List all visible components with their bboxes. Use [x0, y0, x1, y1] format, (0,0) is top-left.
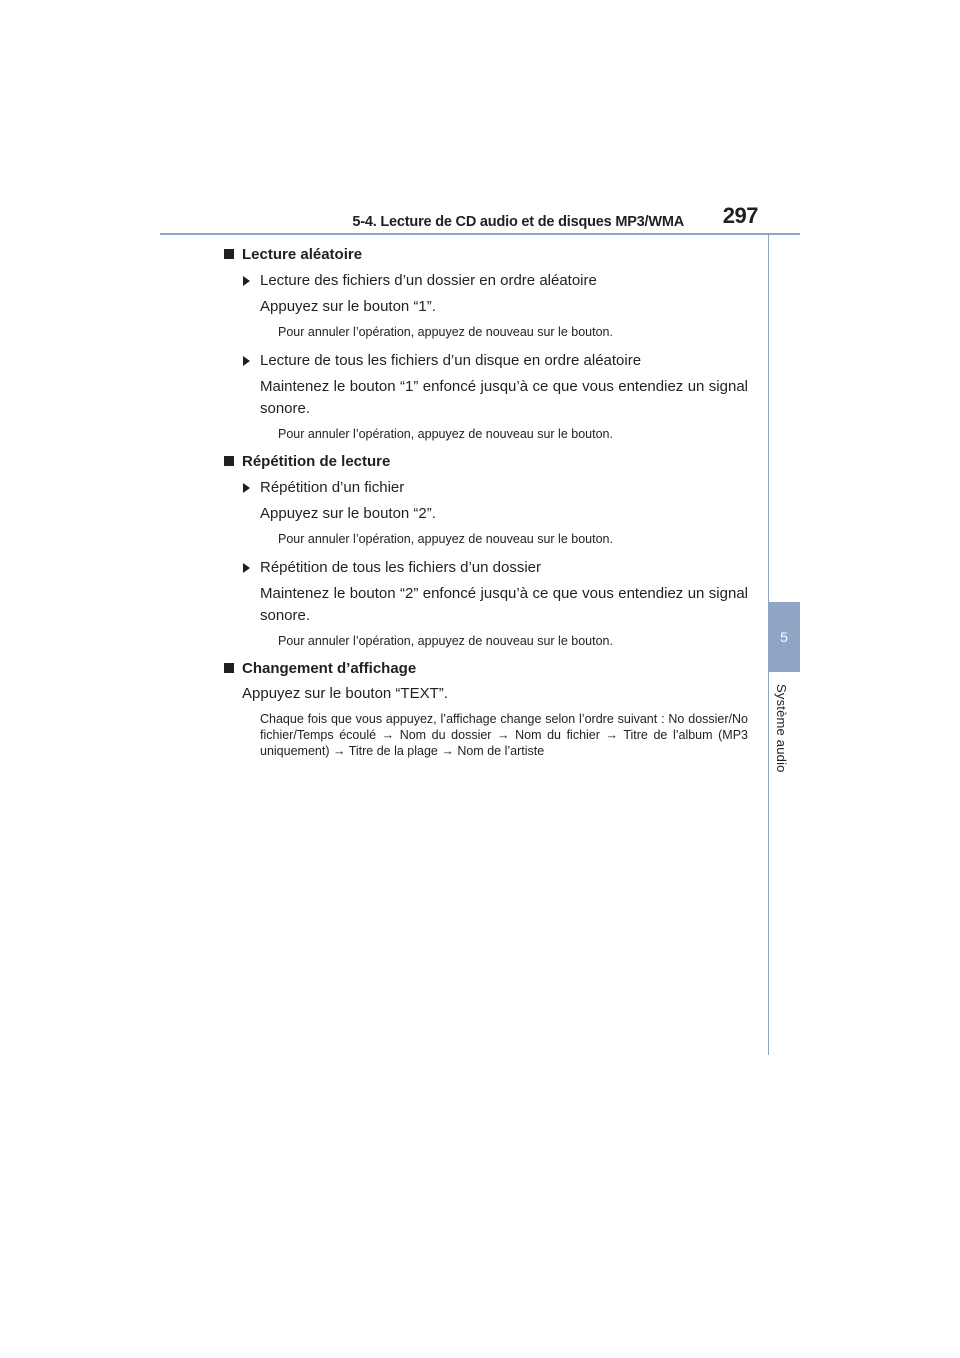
page-number: 297 [722, 203, 758, 228]
random-item1-body: Appuyez sur le bouton “1”. [260, 298, 436, 315]
random-item2-note: Pour annuler l’opération, appuyez de nouveau sur le bouton. [278, 427, 613, 441]
chapter-tab: 5 [768, 602, 800, 672]
repeat-item2-note: Pour annuler l’opération, appuyez de nouveau sur le bouton. [278, 634, 613, 648]
triangle-bullet-icon [243, 563, 250, 573]
chapter-label: Système audio [774, 684, 789, 773]
random-item2-body: Maintenez le bouton “1” enfoncé jusqu’à ce que vous entendiez un signal sonore. [260, 378, 748, 417]
page-content [224, 242, 748, 766]
square-bullet-icon [224, 456, 234, 466]
page-header [160, 203, 800, 235]
item-title: Répétition de tous les fichiers d’un dossier [260, 559, 541, 576]
section-repeat-heading [224, 449, 748, 474]
random-item1-heading [224, 267, 748, 294]
repeat-item2-heading [224, 554, 748, 581]
triangle-bullet-icon [243, 276, 250, 286]
repeat-item1-body: Appuyez sur le bouton “2”. [260, 505, 436, 522]
display-body: Appuyez sur le bouton “TEXT”. [242, 685, 448, 702]
section-title: Lecture aléatoire [242, 246, 363, 263]
item-title: Lecture de tous les fichiers d’un disque en ordre aléatoire [260, 352, 642, 369]
triangle-bullet-icon [243, 483, 250, 493]
triangle-bullet-icon [243, 356, 250, 366]
section-title: Changement d’affichage [242, 660, 417, 677]
item-title: Lecture des fichiers d’un dossier en ordre aléatoire [260, 272, 597, 289]
repeat-item1-heading [224, 474, 748, 501]
repeat-item2-body: Maintenez le bouton “2” enfoncé jusqu’à ce que vous entendiez un signal sonore. [260, 585, 748, 624]
random-item1-note: Pour annuler l’opération, appuyez de nouveau sur le bouton. [278, 325, 613, 339]
display-note: Chaque fois que vous appuyez, l’affichage change selon l’ordre suivant : No dossier/No fichier/Temps écoulé → Nom du dossier → Nom du fichier → Titre de l’album (MP3 uniquement) → Titre de la plage → Nom de l’artiste [260, 712, 748, 758]
random-item2-heading [224, 347, 748, 374]
header-rule [160, 233, 800, 235]
item-title: Répétition d’un fichier [260, 479, 405, 496]
section-title: Répétition de lecture [242, 453, 391, 470]
repeat-item1-note: Pour annuler l’opération, appuyez de nouveau sur le bouton. [278, 532, 613, 546]
square-bullet-icon [224, 663, 234, 673]
section-display-heading [224, 656, 748, 681]
header-section-title: 5-4. Lecture de CD audio et de disques MP3/WMA [352, 214, 684, 230]
square-bullet-icon [224, 249, 234, 259]
section-random-heading [224, 242, 748, 267]
